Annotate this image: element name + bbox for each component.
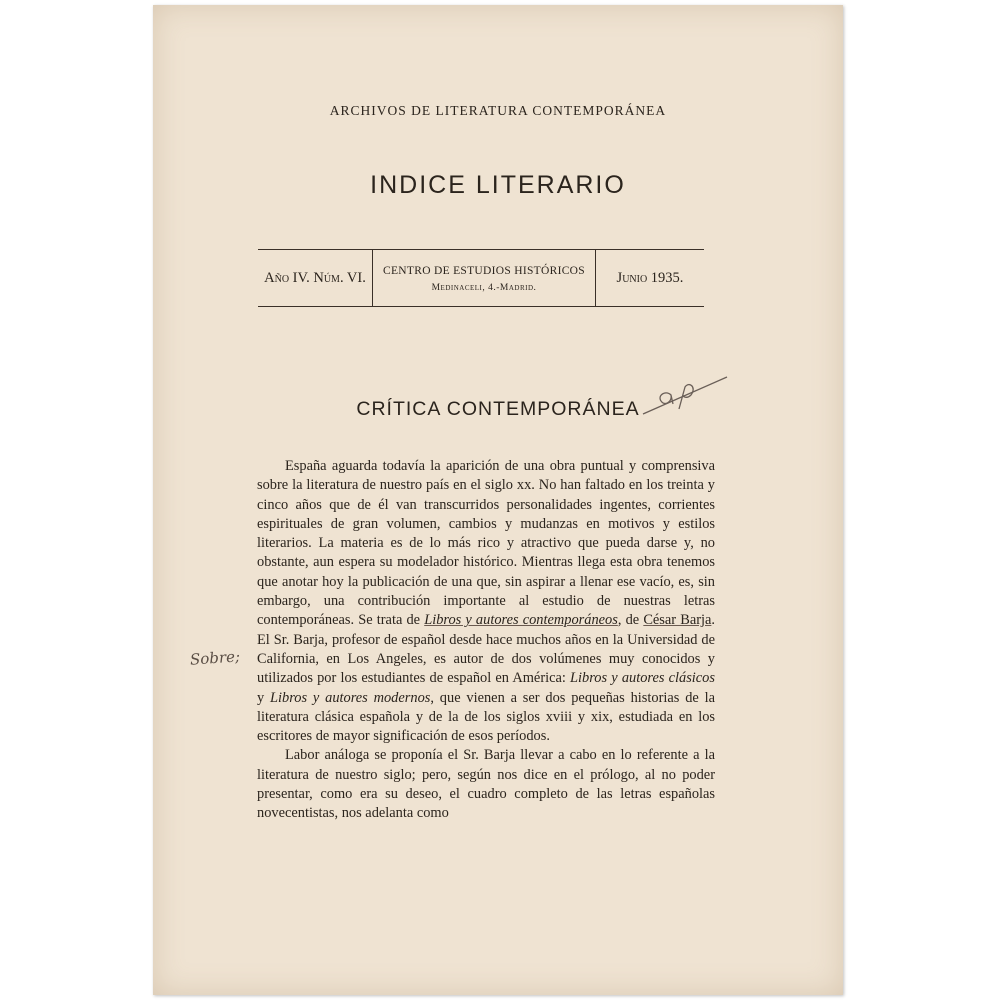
masthead [258,249,704,307]
issue-date-text: Junio 1935. [616,269,684,286]
p1-text-a: España aguarda todavía la aparición de una obra puntual y comprensiva sobre la literatura de nuestro país en el siglo xx. No han faltado en los treinta y cinco años que de él van transcurridos personalidades ingentes, corrientes espirituales de gran volumen, cambios y mudanzas en motivos y estilos literarios. La materia es de lo más rico y atractivo que pueda darse y, no obstante, aun espera su modelador histórico. Mientras llega esta obra tenemos que anotar hoy la publicación de una que, sin aspirar a llenar ese vacío, es, sin embargo, una contribución importante al estudio de nuestras letras contemporáneas. Se trata de [257,458,715,629]
p1-text-b: , de [617,612,644,629]
institution-address: Medinaceli, 4.-Madrid. [431,283,537,293]
book-title-contemporaneos: Libros y autores contemporáneos [424,612,618,629]
book-title-modernos: Libros y autores modernos [270,689,431,706]
paragraph-1 [257,457,715,746]
document-page [153,5,843,995]
issue-number-text: Año IV. Núm. VI. [264,269,366,286]
paragraph-2: Labor análoga se proponía el Sr. Barja llevar a cabo en lo referente a la literatura de nuestro siglo; pero, según nos dice en el prólogo, al no poder presentar, como era su deseo, el cuadro completo de las letras españolas novecentistas, nos adelanta como [257,747,715,822]
series-title: ARCHIVOS DE LITERATURA CONTEMPORÁNEA [329,103,667,118]
p1-text-d: y [257,689,271,706]
book-title-clasicos: Libros y autores clásicos [570,670,715,687]
section-title: CRÍTICA CONTEMPORÁNEA [356,398,640,420]
p1-text-c: . El Sr. Barja, profesor de español desde hace muchos años en la Universidad de California, en Los Angeles, es autor de dos volúmenes muy conocidos y utilizados por los estudiantes de español en América: [257,612,715,687]
margin-note: Sobre; [189,647,241,669]
institution-name: CENTRO DE ESTUDIOS HISTÓRICOS [383,265,585,277]
article-body [257,457,715,824]
journal-title: INDICE LITERARIO [370,171,626,199]
author-name: César Barja [643,612,712,629]
p1-text-e: , que vienen a ser dos pequeñas historias de la literatura clásica española y de la de los siglos xviii y xix, estudiada en los escritores de mayor significación de esos períodos. [257,689,715,745]
institution-block [373,250,596,306]
issue-number [258,250,373,306]
issue-date [596,250,704,306]
handwritten-mark-icon [641,369,731,419]
